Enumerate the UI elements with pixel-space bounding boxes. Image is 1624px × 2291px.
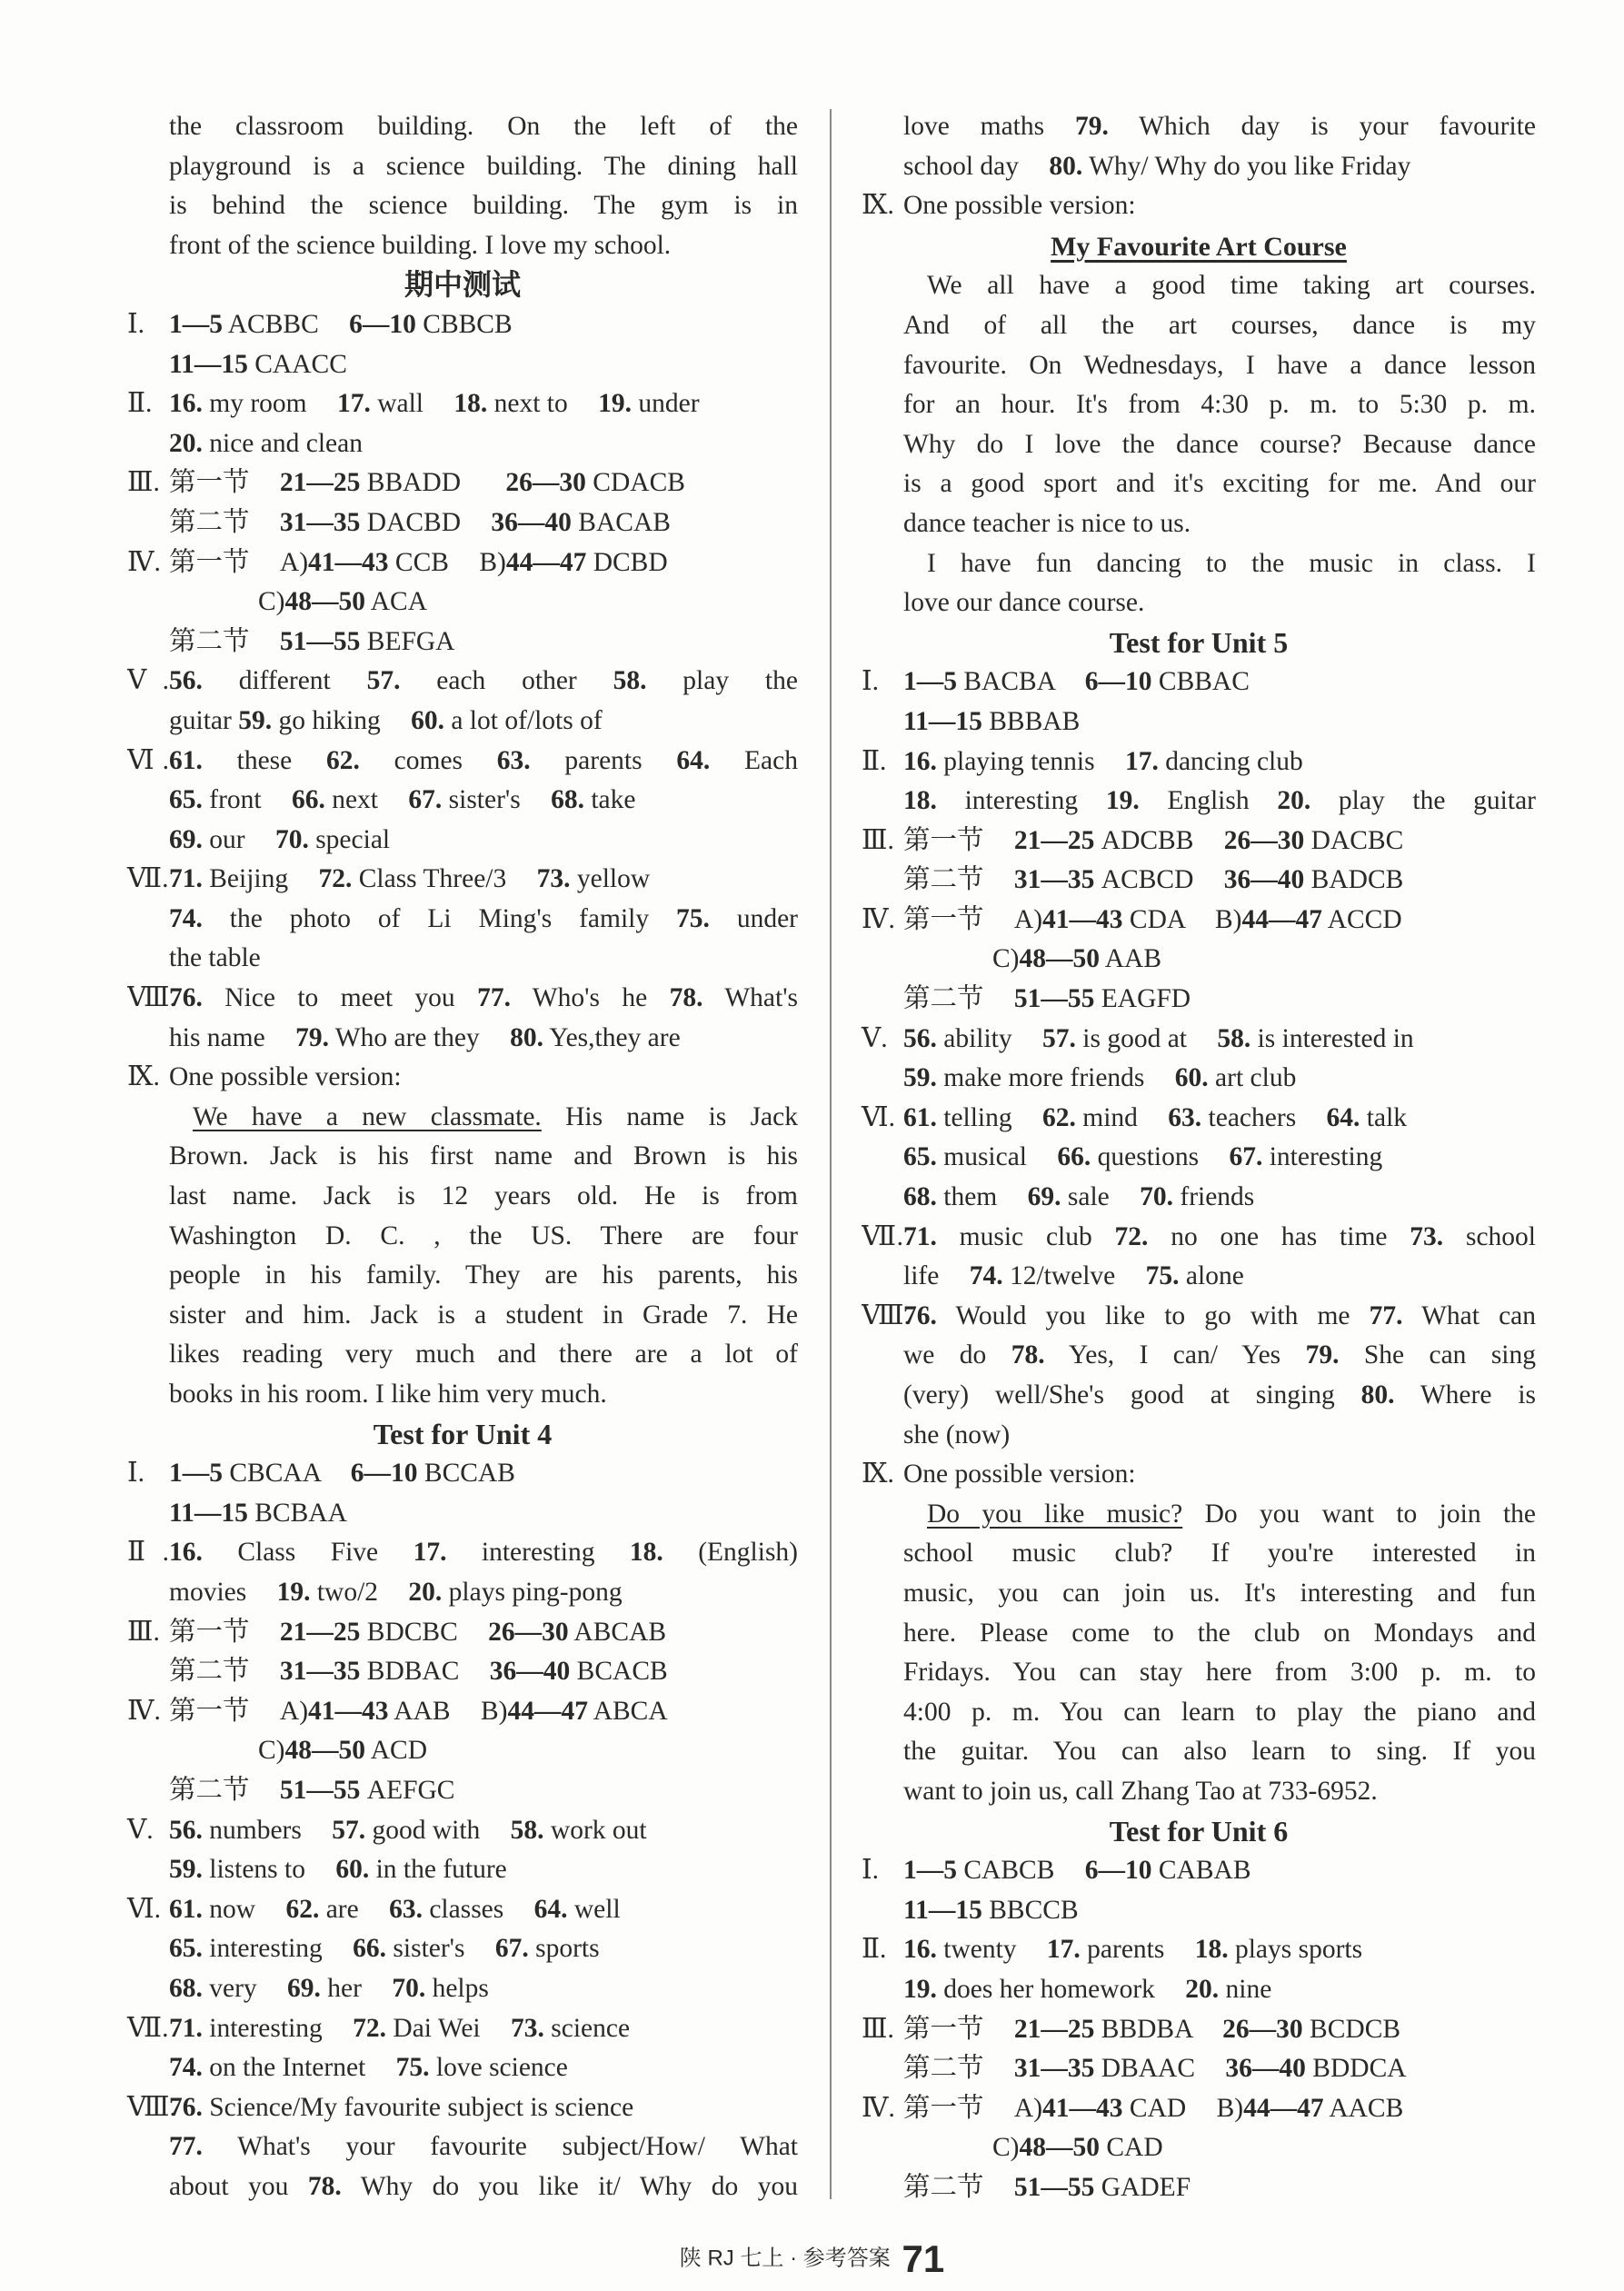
answer-line: the classroom building. On the left of the — [169, 112, 798, 141]
answer-line: guitar 59. go hiking 60. a lot of/lots of — [169, 705, 603, 735]
answer-line: Ⅵ.61. these 62. comes 63. parents 64. Each — [127, 745, 798, 775]
footer-label: 陕 RJ 七上 · 参考答案 — [679, 2246, 891, 2271]
answer-line: Ⅸ. One possible version: — [127, 1062, 402, 1092]
answer-line: Washington D. C. , the US. There are four — [169, 1220, 798, 1250]
section-heading: Test for Unit 4 — [373, 1417, 553, 1450]
answer-line: love maths 79. Which day is your favourite — [903, 112, 1536, 141]
answer-line: 65. front 66. next 67. sister's 68. take — [169, 785, 636, 815]
answer-line: 4:00 p. m. You can learn to play the piano and — [903, 1697, 1536, 1727]
right-column — [862, 107, 1536, 2207]
section-heading: My Favourite Art Course — [1051, 231, 1347, 262]
answer-line: 19. does her homework 20. nine — [903, 1974, 1272, 2004]
answer-line: Ⅰ. 1—5 BACBA 6—10 CBBAC — [862, 667, 1250, 697]
answer-line: And of all the art courses, dance is my — [903, 310, 1536, 340]
answer-line: C)48—50 ACA — [258, 587, 428, 617]
answer-line: 第二节 51—55 BEFGA — [169, 626, 455, 656]
answer-line: front of the science building. I love my school. — [169, 230, 672, 260]
answer-line: sister and him. Jack is a student in Grade 7. He — [169, 1300, 798, 1330]
answer-line: last name. Jack is 12 years old. He is from — [169, 1181, 798, 1211]
answer-line: Ⅷ.76. Nice to meet you 77. Who's he 78. What's — [127, 983, 798, 1013]
answer-line: 第二节 51—55 GADEF — [903, 2172, 1191, 2202]
answer-line: Ⅰ. 1—5 CBCAA 6—10 BCCAB — [127, 1459, 515, 1489]
answer-line: she (now) — [903, 1419, 1011, 1449]
answer-line: Ⅷ.76. Science/My favourite subject is science — [127, 2092, 634, 2122]
answer-line: 11—15 BCBAA — [169, 1498, 347, 1528]
answer-line: Brown. Jack is his first name and Brown is his — [169, 1141, 798, 1171]
answer-line: 20. nice and clean — [169, 428, 363, 458]
answer-line: 65. musical 66. questions 67. interesting — [903, 1142, 1383, 1172]
answer-line: Ⅳ. 第一节 A)41—43 CAD B)44—47 AACB — [862, 2093, 1404, 2123]
page-footer — [0, 2237, 1624, 2281]
section-heading: Test for Unit 5 — [1109, 625, 1289, 659]
answer-line: for an hour. It's from 4:30 p. m. to 5:30 p. m. — [903, 390, 1536, 420]
answer-line: 59. make more friends 60. art club — [903, 1063, 1297, 1093]
answer-line: C)48—50 CAD — [992, 2133, 1163, 2163]
answer-line: the guitar. You can also learn to sing. If you — [903, 1737, 1536, 1767]
answer-line: about you 78. Why do you like it/ Why do you — [169, 2171, 798, 2201]
answer-line: Ⅴ. 56. ability 57. is good at 58. is interested in — [862, 1023, 1414, 1053]
answer-line: books in his room. I like him very much. — [169, 1380, 607, 1409]
answer-line: his name 79. Who are they 80. Yes,they are — [169, 1022, 681, 1052]
answer-line: Ⅶ.71. music club 72. no one has time 73. school — [862, 1221, 1536, 1251]
answer-line: movies 19. two/2 20. plays ping-pong — [169, 1577, 623, 1607]
answer-line: Ⅱ. 16. my room 17. wall 18. next to 19. under — [127, 389, 700, 419]
answer-line: we do 78. Yes, I can/ Yes 79. She can sing — [903, 1340, 1536, 1370]
answer-line: the table — [169, 943, 261, 973]
answer-line: Ⅶ.71. Beijing 72. Class Three/3 73. yellow — [127, 864, 651, 894]
answer-line: (very) well/She's good at singing 80. Where is — [903, 1380, 1536, 1409]
answer-line: school day 80. Why/ Why do you like Friday — [903, 151, 1411, 181]
answer-line: Ⅱ. 16. twenty 17. parents 18. plays sports — [862, 1935, 1363, 1965]
answer-line: C)48—50 ACD — [258, 1736, 428, 1766]
answer-line: Ⅲ. 第一节 21—25 ADCBB 26—30 DACBC — [862, 825, 1404, 855]
answer-line: Do you like music? Do you want to join the — [927, 1499, 1536, 1529]
answer-line: C)48—50 AAB — [992, 944, 1162, 974]
answer-line: want to join us, call Zhang Tao at 733-6952. — [903, 1776, 1378, 1806]
answer-line: Fridays. You can stay here from 3:00 p. m. to — [903, 1658, 1536, 1688]
answer-line: 68. them 69. sale 70. friends — [903, 1182, 1255, 1212]
answer-line: 65. interesting 66. sister's 67. sports — [169, 1934, 600, 1964]
answer-line: people in his family. They are his parents, his — [169, 1260, 798, 1290]
page-number: 71 — [902, 2237, 945, 2280]
answer-line: Ⅲ. 第一节 21—25 BBDBA 26—30 BCDCB — [862, 2014, 1401, 2044]
section-heading: 期中测试 — [404, 268, 521, 302]
answer-line: Ⅰ. 1—5 CABCB 6—10 CABAB — [862, 1856, 1251, 1886]
answer-line: 第二节 31—35 BDBAC 36—40 BCACB — [169, 1657, 668, 1687]
answer-line: Ⅵ. 61. telling 62. mind 63. teachers 64. talk — [862, 1102, 1408, 1132]
answer-line: 69. our 70. special — [169, 824, 391, 854]
answer-line: Ⅶ.71. interesting 72. Dai Wei 73. science — [127, 2013, 631, 2043]
answer-line: Ⅳ. 第一节 A)41—43 CCB B)44—47 DCBD — [127, 547, 668, 577]
answer-line: We have a new classmate. His name is Jack — [193, 1101, 798, 1131]
answer-line: is behind the science building. The gym is in — [169, 191, 798, 221]
answer-line: here. Please come to the club on Mondays and — [903, 1618, 1536, 1648]
answer-line: Ⅲ. 第一节 21—25 BBADD 26—30 CDACB — [127, 468, 685, 498]
answer-line: 第二节 31—35 DBAAC 36—40 BDDCA — [903, 2054, 1407, 2084]
answer-line: 77. What's your favourite subject/How/ What — [169, 2132, 798, 2162]
answer-line: music, you can join us. It's interesting and fun — [903, 1578, 1536, 1608]
answer-line: Ⅱ. 16. playing tennis 17. dancing club — [862, 746, 1303, 776]
answer-line: Ⅸ. One possible version: — [862, 191, 1136, 221]
answer-line: dance teacher is nice to us. — [903, 508, 1191, 538]
answer-line: 第二节 51—55 AEFGC — [169, 1775, 455, 1805]
answer-line: Ⅴ. 56. numbers 57. good with 58. work out — [127, 1815, 647, 1845]
answer-line: I have fun dancing to the music in class. I — [927, 548, 1536, 578]
answer-line: 59. listens to 60. in the future — [169, 1855, 507, 1885]
answer-line: Ⅳ. 第一节 A)41—43 AAB B)44—47 ABCA — [127, 1696, 668, 1726]
left-column — [127, 107, 798, 2206]
answer-line: Ⅵ. 61. now 62. are 63. classes 64. well — [127, 1894, 621, 1924]
answer-line: 第二节 51—55 EAGFD — [903, 984, 1191, 1014]
answer-line: We all have a good time taking art courses. — [927, 271, 1536, 301]
answer-line: 18. interesting 19. English 20. play the guitar — [903, 786, 1536, 816]
answer-line: 68. very 69. her 70. helps — [169, 1973, 489, 2003]
answer-line: love our dance course. — [903, 588, 1145, 618]
answer-line: Ⅷ.76. Would you like to go with me 77. What can — [862, 1300, 1536, 1330]
answer-line: school music club? If you're interested in — [903, 1539, 1536, 1569]
answer-line: life 74. 12/twelve 75. alone — [903, 1261, 1244, 1291]
answer-line: is a good sport and it's exciting for me. And our — [903, 469, 1536, 499]
answer-line: Why do I love the dance course? Because dance — [903, 429, 1536, 459]
answer-line: Ⅴ.56. different 57. each other 58. play the — [127, 666, 798, 696]
answer-line: Ⅸ. One possible version: — [862, 1459, 1136, 1489]
section-heading: Test for Unit 6 — [1109, 1814, 1289, 1848]
answer-line: favourite. On Wednesdays, I have a dance lesson — [903, 350, 1536, 380]
answer-line: Ⅳ. 第一节 A)41—43 CDA B)44—47 ACCD — [862, 904, 1402, 934]
answer-line: Ⅰ. 1—5 ACBBC 6—10 CBBCB — [127, 309, 513, 339]
answer-line: 第二节 31—35 ACBCD 36—40 BADCB — [903, 865, 1404, 895]
answer-line: 74. on the Internet 75. love science — [169, 2053, 568, 2083]
answer-line: playground is a science building. The dining hall — [169, 151, 798, 181]
answer-line: 11—15 BBCCB — [903, 1895, 1079, 1925]
answer-line: Ⅲ. 第一节 21—25 BDCBC 26—30 ABCAB — [127, 1617, 667, 1647]
answer-line: 74. the photo of Li Ming's family 75. under — [169, 903, 798, 933]
answer-line: likes reading very much and there are a lot of — [169, 1340, 798, 1370]
column-divider — [830, 109, 832, 2199]
answer-line: 第二节 31—35 DACBD 36—40 BACAB — [169, 507, 671, 537]
answer-line: Ⅱ.16. Class Five 17. interesting 18. (English) — [127, 1538, 798, 1568]
answer-line: 11—15 CAACC — [169, 349, 347, 379]
answer-line: 11—15 BBBAB — [903, 706, 1081, 736]
